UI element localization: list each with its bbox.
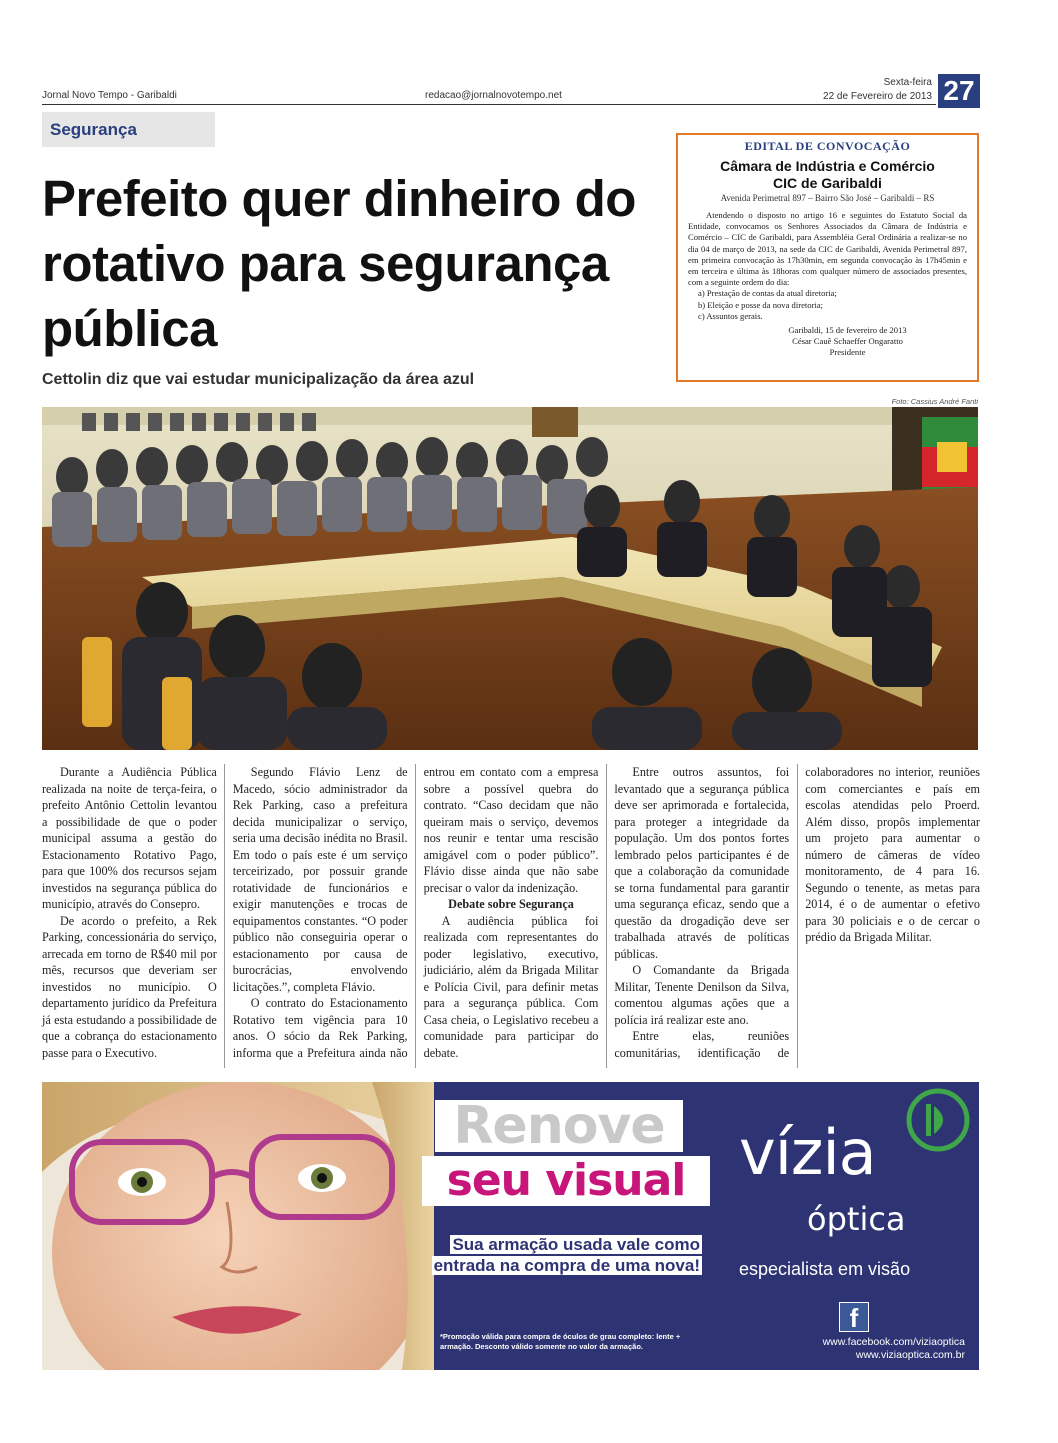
contact-email[interactable]: redacao@jornalnovotempo.net	[425, 90, 562, 101]
edital-title: EDITAL DE CONVOCAÇÃO	[744, 139, 911, 153]
edital-org	[688, 158, 967, 192]
page-number: 27	[938, 74, 980, 108]
page-header	[42, 74, 980, 108]
subheadline: Cettolin diz que vai estudar municipalização da área azul	[42, 371, 475, 388]
article-paragraph: Entre elas, reuniões comunitárias, identificação de colaboradores no interior, reuniões com comerciantes e país em escolas atendidas pelo Proerd. Além disso, propôs implementar um projeto para aumentar o número de câmeras de vídeo monitoramento, de 4 para 16. Segundo o tenente, as metas para 2014, é o de aumentar o efetivo para 30 policiais e o de cercar o prédio da Brigada Militar.	[614, 765, 980, 1060]
edital-item: c) Assuntos gerais.	[698, 310, 763, 321]
ad-headline-seu-visual: seu visual	[422, 1156, 710, 1206]
issue-date	[823, 76, 932, 104]
article-paragraph: O Comandante da Brigada Militar, Tenente Denilson da Silva, comentou algumas ações que a polícia irá realizar este ano.	[614, 963, 790, 1027]
ad-brand-sub: óptica	[807, 1200, 906, 1238]
edital-org-line1: Câmara de Indústria e Comércio	[720, 158, 935, 174]
edital-signature	[688, 325, 967, 358]
ad-headline-renove: Renove	[435, 1100, 683, 1152]
council-chamber-image	[42, 407, 978, 750]
ad-offer	[392, 1234, 702, 1276]
facebook-icon[interactable]: f	[839, 1302, 869, 1332]
model-face-image	[42, 1082, 434, 1370]
edital-item: b) Eleição e posse da nova diretoria;	[698, 299, 824, 310]
website-link[interactable]: www.viziaoptica.com.br	[855, 1349, 965, 1361]
edital-address: Avenida Perimetral 897 – Bairro São José – Garibaldi – RS	[720, 193, 935, 203]
publication-name: Jornal Novo Tempo - Garibaldi	[42, 90, 177, 101]
header-rule	[42, 104, 936, 105]
article-body	[42, 764, 980, 1068]
ad-links	[823, 1336, 965, 1362]
article-paragraph: De acordo o prefeito, a Rek Parking, concessionária do serviço, arrecada em torno de R$40 mil por mês, recursos que deveriam ser investidos no município. O departamento jurídico da Prefeitura já esta estudando a possibilidade de que a cobrança do estacionamento passe para o Executivo.	[42, 913, 217, 1060]
edital-item: a) Prestação de contas da atual diretoria;	[698, 288, 837, 299]
photo-credit: Foto: Cassius André Fanti	[891, 397, 978, 406]
ad-offer-line1: Sua armação usada vale como	[452, 1235, 700, 1254]
article-paragraph: Durante a Audiência Pública realizada na noite de terça-feira, o prefeito Antônio Cettolin levantou a possibilidade de que o poder municipal assuma a gestão do Estacionamento Rotativo Pago, para que 100% dos recursos sejam investidos na segurança pública do município, através do Consepro.	[42, 765, 217, 911]
ad-brand: vízia	[739, 1116, 876, 1189]
date: 22 de Fevereiro de 2013	[823, 91, 932, 102]
edital-body: Atendendo o disposto no artigo 16 e seguintes do Estatuto Social da Entidade, convocamos os Senhores Associados da Câmara de Indústria e Comércio – CIC de Garibaldi, para Assembléia Geral Ordinária a realizar-se no dia 04 de março de 2013, na sede da CIC de Garibaldi, Avenida Perimetral 897, em primeira convocação às 17h30min, em segunda convocação às 17h45min e em terceira e última às 18horas com qualquer número de associados presentes, com a seguinte ordem do dia:	[688, 210, 967, 288]
article-paragraph: Segundo Flávio Lenz de Macedo, sócio administrador da Rek Parking, caso a prefeitura decida municipalizar o serviço, seria uma decisão inédita no Brasil. Em todo o país este é um serviço terceirizado, por possuir grande rotatividade de funcionários e exigir manutenções e trocas de equipamentos constantes. “O poder público não conseguiria operar o estacionamento por causa de burocrácias, envolvendo licitações.”, completa Flávio.	[232, 765, 408, 994]
article-paragraph: O contrato do Estacionamento Rotativo tem vigência para 10 anos. O sócio da Rek Parking, informa que a Prefeitura ainda não entrou em contato com a empresa sobre a possível quebra do contrato. “Caso decidam que não queiram mais o serviço, devemos nos reunir e tentar uma rescisão amigável com o poder público”. Flávio disse ainda que não sabe precisar o valor da indenização.	[232, 765, 599, 1060]
article-paragraph: Entre outros assuntos, foi levantado que a segurança pública deve ser aprimorada e fortalecida, para proteger a integridade da população. Um dos pontos fortes lembrado pelos participantes é de que a colaboração da comunidade se torna fundamental para garantir uma segurança eficaz, sendo que a questão da drogadição deve ser trabalhada através de políticas públicas.	[614, 765, 790, 961]
facebook-link[interactable]: www.facebook.com/viziaoptica	[822, 1336, 965, 1348]
edital-agenda	[688, 288, 967, 322]
edital-place-date: Garibaldi, 15 de fevereiro de 2013	[788, 325, 907, 336]
headline: Prefeito quer dinheiro do rotativo para segurança pública	[42, 170, 636, 357]
news-photo	[42, 407, 978, 750]
weekday: Sexta-feira	[883, 77, 932, 88]
edital-role: Presidente	[829, 347, 866, 358]
section-label: Segurança	[42, 112, 215, 147]
article-paragraph: A audiência pública foi realizada com representantes do poder legislativo, executivo, judiciário, além da Brigada Militar e Polícia Civil, para definir metas para a segurança pública. Com Casa cheia, o Legislativo recebeu a comunidade para participar do debate.	[423, 913, 599, 1060]
edital-org-line2: CIC de Garibaldi	[773, 175, 882, 191]
edital-signer: César Cauê Schaeffer Ongaratto	[792, 336, 903, 347]
ad-offer-line2: entrada na compra de uma nova!	[433, 1256, 700, 1275]
article-subtitle: Debate sobre Segurança	[448, 897, 574, 911]
vizia-logo-icon	[906, 1088, 970, 1152]
ad-disclaimer: *Promoção válida para compra de óculos de grau completo: lente + armação. Desconto válido somente no valor da armação.	[440, 1332, 681, 1351]
advertisement[interactable]	[42, 1082, 979, 1370]
edital-box	[676, 133, 979, 382]
ad-tagline: especialista em visão	[739, 1259, 911, 1279]
